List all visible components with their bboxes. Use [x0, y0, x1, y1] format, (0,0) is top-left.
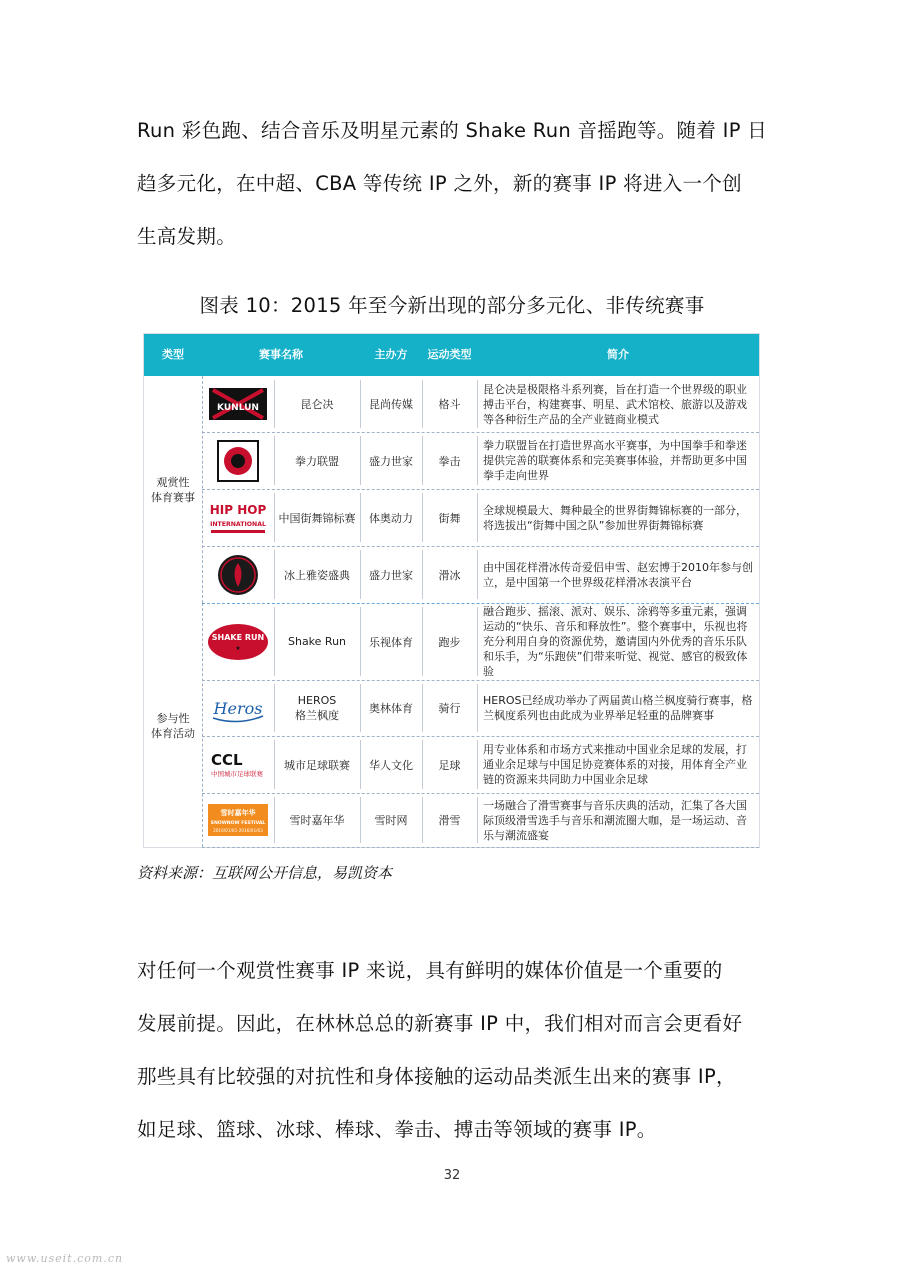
- cell-sport: 足球: [438, 758, 461, 772]
- column-divider: [360, 550, 361, 599]
- column-divider: [360, 607, 361, 676]
- paragraph-line: 如足球、篮球、冰球、棒球、拳击、搏击等领域的赛事 IP。: [137, 1118, 657, 1141]
- column-divider: [477, 740, 478, 789]
- cell-organizer: 奥林体育: [369, 702, 413, 715]
- table-row: [202, 489, 759, 547]
- paragraph-bottom: [137, 944, 777, 1156]
- logo-part: ★: [235, 644, 241, 652]
- column-divider: [274, 436, 275, 485]
- header-sport-type: 运动类型: [427, 348, 472, 361]
- column-divider: [477, 380, 478, 428]
- cell-desc: 一场融合了滑雪赛事与音乐庆典的活动，汇集了各大国际顶级滑雪选手与音乐和潮流圈大咖，是一场运动、音乐与潮流盛宴: [483, 798, 747, 842]
- event-logo: [202, 489, 274, 546]
- page-number: 32: [443, 1168, 461, 1183]
- column-divider: [422, 740, 423, 789]
- event-logo: [202, 376, 274, 432]
- cell-sport: 滑冰: [438, 568, 461, 582]
- event-logo: [202, 793, 274, 847]
- paragraph-top: [137, 104, 777, 263]
- header-type: 类型: [162, 348, 184, 361]
- table-row: [202, 432, 759, 490]
- column-divider: [274, 550, 275, 599]
- cell-desc: 全球规模最大、舞种最全的世界街舞锦标赛的一部分，将选拔出“街舞中国之队”参加世界街舞锦标赛: [483, 503, 747, 532]
- logo-part: [231, 454, 245, 468]
- column-divider: [274, 797, 275, 843]
- column-divider: [477, 607, 478, 676]
- column-divider: [274, 380, 275, 428]
- cell-name: 城市足球联赛: [284, 758, 350, 772]
- category-participation: 参与性 体育活动: [151, 712, 195, 740]
- cell-organizer: 乐视体育: [369, 635, 413, 649]
- cell-name: 昆仑决: [300, 398, 334, 411]
- source-note: 资料来源：互联网公开信息，易凯资本: [137, 864, 393, 882]
- column-divider: [360, 684, 361, 732]
- column-divider: [360, 436, 361, 485]
- table-row: [202, 376, 759, 433]
- column-divider: [477, 797, 478, 843]
- cell-sport: 拳击: [438, 454, 461, 468]
- logo-part: SHAKE RUN: [211, 632, 265, 642]
- column-divider: [360, 380, 361, 428]
- logo-part: 雪时嘉年华: [220, 809, 256, 817]
- cell-desc: 昆仑决是极限格斗系列赛，旨在打造一个世界级的职业搏击平台，构建赛事、明星、武术馆校、旅游以及游戏等各种衍生产品的全产业链商业模式: [483, 382, 747, 426]
- cell-desc: 用专业体系和市场方式来推动中国业余足球的发展，打通业余足球与中国足协竞赛体系的对接，用体育全产业链的资源来共同助力中国业余足球: [483, 743, 747, 786]
- table-row: [202, 546, 759, 604]
- header-description: 简介: [607, 348, 629, 361]
- column-divider: [360, 740, 361, 789]
- column-divider: [422, 550, 423, 599]
- column-divider: [274, 684, 275, 732]
- paragraph-line: 发展前提。因此，在林林总总的新赛事 IP 中，我们相对而言会更看好: [137, 1012, 743, 1035]
- logo-part: [211, 530, 265, 533]
- column-divider: [422, 684, 423, 732]
- watermark: www.useit.com.cn: [6, 1252, 124, 1265]
- event-logo: [202, 432, 274, 489]
- cell-name: 冰上雅姿盛典: [284, 568, 350, 582]
- cell-organizer: 雪时网: [374, 814, 408, 827]
- event-logo: [202, 736, 274, 793]
- column-divider: [422, 797, 423, 843]
- paragraph-line: 生高发期。: [137, 225, 237, 248]
- column-divider: [422, 493, 423, 542]
- table-row: [202, 603, 759, 681]
- column-divider: [477, 684, 478, 732]
- header-organizer: 主办方: [374, 348, 408, 361]
- table-row: [202, 680, 759, 737]
- paragraph-line: Run 彩色跑、结合音乐及明星元素的 Shake Run 音摇跑等。随着 IP 日: [137, 119, 768, 142]
- figure-caption: 图表 10：2015 年至今新出现的部分多元化、非传统赛事: [199, 294, 705, 317]
- events-table: [143, 333, 760, 848]
- column-divider: [477, 436, 478, 485]
- column-divider: [274, 493, 275, 542]
- table-header: [144, 334, 759, 376]
- paragraph-line: 趋多元化，在中超、CBA 等传统 IP 之外，新的赛事 IP 将进入一个创: [137, 172, 742, 195]
- column-divider: [422, 380, 423, 428]
- cell-organizer: 昆尚传媒: [369, 398, 413, 411]
- logo-part: 中国城市足球联赛: [211, 769, 263, 778]
- paragraph-line: 那些具有比较强的对抗性和身体接触的运动品类派生出来的赛事 IP，: [137, 1065, 736, 1088]
- header-event-name: 赛事名称: [259, 348, 303, 361]
- column-divider: [274, 740, 275, 789]
- table-row: [202, 793, 759, 848]
- event-logo: [202, 603, 274, 680]
- column-divider: [360, 493, 361, 542]
- cell-sport: 骑行: [438, 702, 461, 715]
- table-row: [202, 736, 759, 794]
- cell-organizer: 华人文化: [369, 758, 413, 772]
- logo-part: SNOWNOW FESTIVAL: [210, 821, 266, 826]
- cell-desc: 由中国花样滑冰传奇爱侣申雪、赵宏博于2010年参与创立，是中国第一个世界级花样滑冰表演平台: [483, 560, 753, 589]
- cell-desc: 融合跑步、摇滚、派对、娱乐、涂鸦等多重元素，强调运动的“快乐、音乐和释放性”。整个赛事中，乐视也将充分利用自身的资源优势，邀请国内外优秀的音乐乐队和乐手，为“乐跑侠”们带来听觉、视觉、感官的极致体验: [483, 605, 748, 678]
- cell-name: HEROS 格兰枫度: [295, 693, 339, 722]
- cell-sport: 格斗: [438, 398, 461, 411]
- event-logo: [202, 680, 274, 736]
- column-divider: [477, 550, 478, 599]
- cell-organizer: 体奥动力: [369, 511, 413, 525]
- cell-desc: HEROS已经成功举办了两届黄山格兰枫度骑行赛事，格兰枫度系列也由此成为业界举足轻重的品牌赛事: [483, 694, 753, 722]
- logo-part: KUNLUN: [217, 403, 259, 413]
- cell-organizer: 盛力世家: [369, 568, 413, 582]
- cell-name: 中国街舞锦标赛: [278, 511, 356, 525]
- cell-name: 雪时嘉年华: [289, 814, 345, 827]
- cell-name: 拳力联盟: [295, 454, 339, 468]
- cell-sport: 滑雪: [438, 814, 461, 827]
- logo-part: HIP HOP: [209, 502, 267, 517]
- logo-part: Heros: [213, 699, 263, 718]
- category-spectator: 观赏性 体育赛事: [151, 475, 195, 504]
- column-divider: [422, 436, 423, 485]
- logo-part: [208, 624, 268, 660]
- column-divider: [422, 607, 423, 676]
- event-logo: [202, 546, 274, 603]
- column-divider: [274, 607, 275, 676]
- paragraph-line: 对任何一个观赏性赛事 IP 来说，具有鲜明的媒体价值是一个重要的: [137, 959, 723, 982]
- column-divider: [477, 493, 478, 542]
- cell-sport: 街舞: [438, 511, 461, 525]
- logo-part: 2016/01/01-2016/01/03: [213, 828, 263, 833]
- logo-part: CCL: [211, 750, 243, 769]
- cell-name: Shake Run: [287, 635, 347, 648]
- cell-sport: 跑步: [438, 635, 461, 649]
- cell-desc: 拳力联盟旨在打造世界高水平赛事，为中国拳手和拳迷提供完善的联赛体系和完美赛事体验，并帮助更多中国拳手走向世界: [483, 439, 747, 482]
- column-divider: [360, 797, 361, 843]
- cell-organizer: 盛力世家: [369, 454, 413, 468]
- logo-part: INTERNATIONAL: [210, 520, 266, 528]
